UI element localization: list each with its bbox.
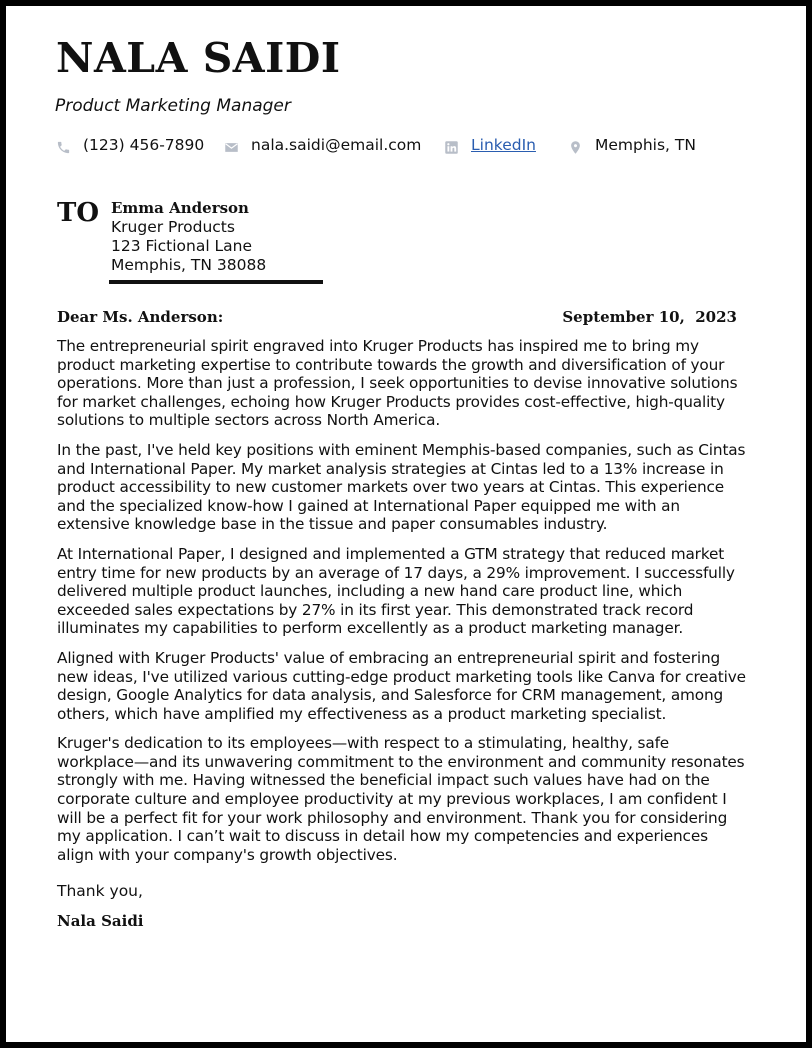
linkedin-link[interactable]: LinkedIn: [471, 135, 536, 154]
recipient-block: [111, 199, 266, 275]
body-paragraph: Aligned with Kruger Products' value of embracing an entrepreneurial spirit and fostering new ideas, I've utilized various cutting-edge product marketing tools like Canva for creative design, Google Analytics for data analysis, and Salesforce for CRM management, among others, which have amplified my effectiveness as a product marketing specialist.: [57, 648, 746, 723]
linkedin-icon: [444, 140, 459, 155]
body-paragraph: Kruger's dedication to its employees—with respect to a stimulating, healthy, safe workplace—and its unwavering commitment to the environment and community resonates strongly with me. Having witnessed the beneficial impact such values have had on the corporate culture and employee productivity at my previous workplaces, I am confident I will be a perfect fit for your work philosophy and environment. Thank you for considering my application. I can’t wait to discuss in detail how my competencies and experiences align with your company's growth objectives.: [57, 734, 745, 864]
recipient-name: Emma Anderson: [111, 199, 249, 217]
letter-date: September 10, 2023: [562, 308, 737, 326]
phone-icon: [56, 140, 71, 155]
job-title: Product Marketing Manager: [55, 96, 291, 116]
contact-location[interactable]: [568, 134, 696, 155]
signature: Nala Saidi: [57, 912, 144, 930]
recipient-city: Memphis, TN 38088: [111, 256, 267, 274]
contact-phone[interactable]: [56, 134, 204, 155]
recipient-company: Kruger Products: [111, 218, 235, 236]
body-paragraph: The entrepreneurial spirit engraved into Kruger Products has inspired me to bring my product marketing expertise to contribute towards the growth and diversification of your operations. More than just a profession, I seek opportunities to devise innovative solutions for market challenges, echoing how Kruger Products provides cost-effective, high-quality solutions to multiple sectors across North America.: [57, 337, 738, 430]
recipient-street: 123 Fictional Lane: [111, 237, 253, 255]
phone-text: (123) 456-7890: [83, 135, 205, 154]
envelope-icon: [224, 140, 239, 155]
closing: Thank you,: [57, 882, 143, 900]
letter-body: [57, 337, 747, 875]
body-paragraph: At International Paper, I designed and implemented a GTM strategy that reduced market entry time for new products by an average of 17 days, a 29% improvement. I successfully delivered multiple product launches, including a new hand care product line, which exceeded sales expectations by 27% in its first year. This demonstrated track record illuminates my capabilities to perform excellently as a product marketing manager.: [57, 544, 735, 638]
cover-letter-page: [6, 6, 806, 1042]
location-pin-icon: [568, 140, 583, 155]
contact-email[interactable]: [224, 134, 421, 155]
email-text: nala.saidi@email.com: [251, 135, 422, 154]
body-paragraph: In the past, I've held key positions with eminent Memphis-based companies, such as Cintas and International Paper. My market analysis strategies at Cintas led to a 13% increase in product accessibility to new customer markets over two years at Cintas. This experience and the specialized know-how I gained at International Paper equipped me with an extensive knowledge base in the tissue and paper consumables industry.: [57, 440, 746, 534]
contact-linkedin[interactable]: [444, 134, 536, 155]
to-label: TO: [57, 198, 99, 228]
location-text: Memphis, TN: [595, 135, 696, 154]
recipient-divider: [109, 280, 323, 284]
salutation: Dear Ms. Anderson:: [57, 308, 224, 326]
applicant-name: NALA SAIDI: [56, 34, 341, 82]
